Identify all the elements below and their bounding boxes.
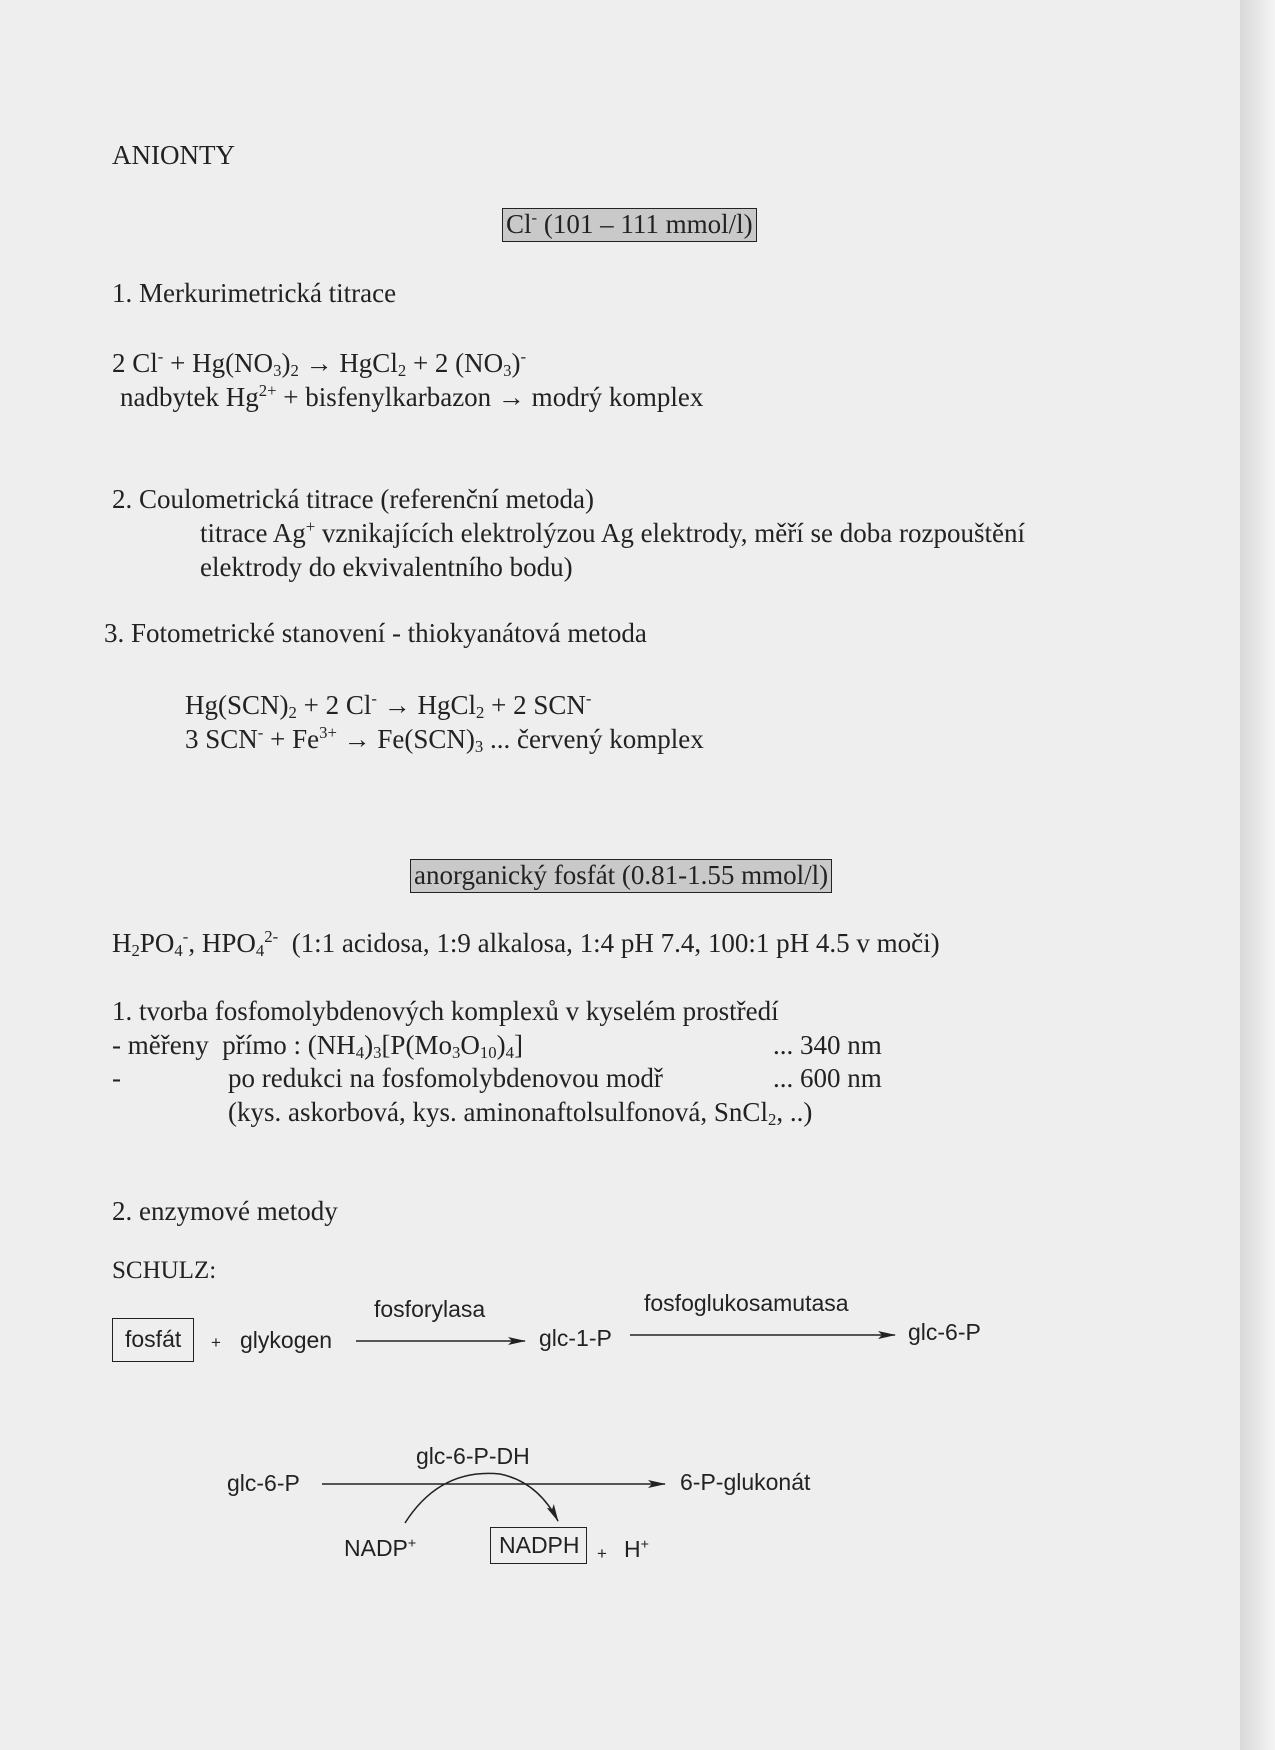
chloride-method-1-title: 1. Merkurimetrická titrace	[112, 278, 397, 308]
chloride-method-2-description-1: titrace Ag+ vznikajících elektrolýzou Ag elektrody, měří se doba rozpouštění	[200, 516, 1025, 548]
phosphate-method-2-title: 2. enzymové metody	[112, 1196, 338, 1226]
chloride-method-1-equation-1: 2 $Cl^- + Hg(NO_3)_2$ → HgCl$_2$ + 2 $(NO_3)^-$	[112, 346, 527, 381]
page-heading: ANIONTY	[112, 140, 235, 170]
phosphate-method-1-row-1: - měřeny přímo : $(NH_4)_3[P(Mo_3O_{10})_4]$	[112, 1030, 523, 1063]
scheme2-cofactor-arrow	[405, 1473, 558, 1523]
phosphate-method-1-row-2: po redukci na fosfomolybdenovou modř	[228, 1063, 663, 1093]
phosphate-reference-box: anorganický fosfát (0.81-1.55 mmol/l)	[410, 859, 832, 893]
scheme1-enzyme-fosforylasa: fosforylasa	[374, 1296, 486, 1322]
chloride-method-1-equation-2: nadbytek $Hg^{2+}$ + bisfenylkarbazon → modrý komplex	[120, 380, 704, 412]
chloride-range: (101 – 111 mmol/l)	[537, 209, 753, 239]
chloride-ion: Cl	[506, 209, 532, 239]
phosphate-wavelength-340: ... 340 nm	[773, 1030, 882, 1060]
schulz-label: SCHULZ:	[112, 1257, 217, 1284]
chloride-ion-charge: -	[531, 207, 538, 227]
phosphate-forms: $H_2PO_4^-$, $HPO_4^{2-}$ (1:1 acidosa, 1:9 alkalosa, 1:4 pH 7.4, 100:1 pH 4.5 v moči)	[112, 926, 940, 961]
chloride-method-3-title: 3. Fotometrické stanovení - thiokyanátová metoda	[104, 618, 647, 648]
scheme2-h: H+	[624, 1536, 649, 1562]
scheme2-product-6-p-glukonat: 6-P-glukonát	[680, 1469, 811, 1495]
scheme2-plus: +	[597, 1544, 607, 1563]
chloride-method-3-equation-2: 3 $SCN^- + Fe^{3+} \to Fe(SCN)_3$ ... červený komplex	[185, 722, 704, 757]
scheme2-enzyme-glc-6-p-dh: glc-6-P-DH	[416, 1443, 530, 1469]
scheme2-nadph-box: NADPH	[490, 1527, 587, 1564]
chloride-method-2-title: 2. Coulometrická titrace (referenční metoda)	[112, 484, 595, 514]
chloride-method-2-description-2: elektrody do ekvivalentního bodu)	[200, 552, 573, 582]
phosphate-boxed-label: fosfát	[112, 1318, 194, 1362]
scheme1-glykogen: glykogen	[240, 1327, 333, 1353]
scheme1-glc-6-p: glc-6-P	[908, 1319, 981, 1345]
phosphate-method-1-reducers: (kys. askorbová, kys. aminonaftolsulfonová, SnCl$_2$, ..)	[228, 1097, 813, 1130]
phosphate-wavelength-600: ... 600 nm	[773, 1063, 882, 1093]
phosphate-method-1-title: 1. tvorba fosfomolybdenových komplexů v kyselém prostředí	[112, 996, 779, 1026]
scheme1-plus: +	[211, 1333, 221, 1352]
scheme2-substrate-glc-6-p: glc-6-P	[227, 1470, 300, 1496]
scheme1-enzyme-fosfoglukosamutasa: fosfoglukosamutasa	[644, 1290, 849, 1316]
phosphate-method-1-row-2-dash: -	[112, 1063, 121, 1093]
chloride-method-3-equation-1: $Hg(SCN)_2 + 2$ Cl- → HgCl$_2$ + 2 SCN-	[185, 688, 592, 723]
scheme2-nadp: NADP+	[344, 1535, 417, 1561]
scheme1-glc-1-p: glc-1-P	[539, 1325, 612, 1351]
